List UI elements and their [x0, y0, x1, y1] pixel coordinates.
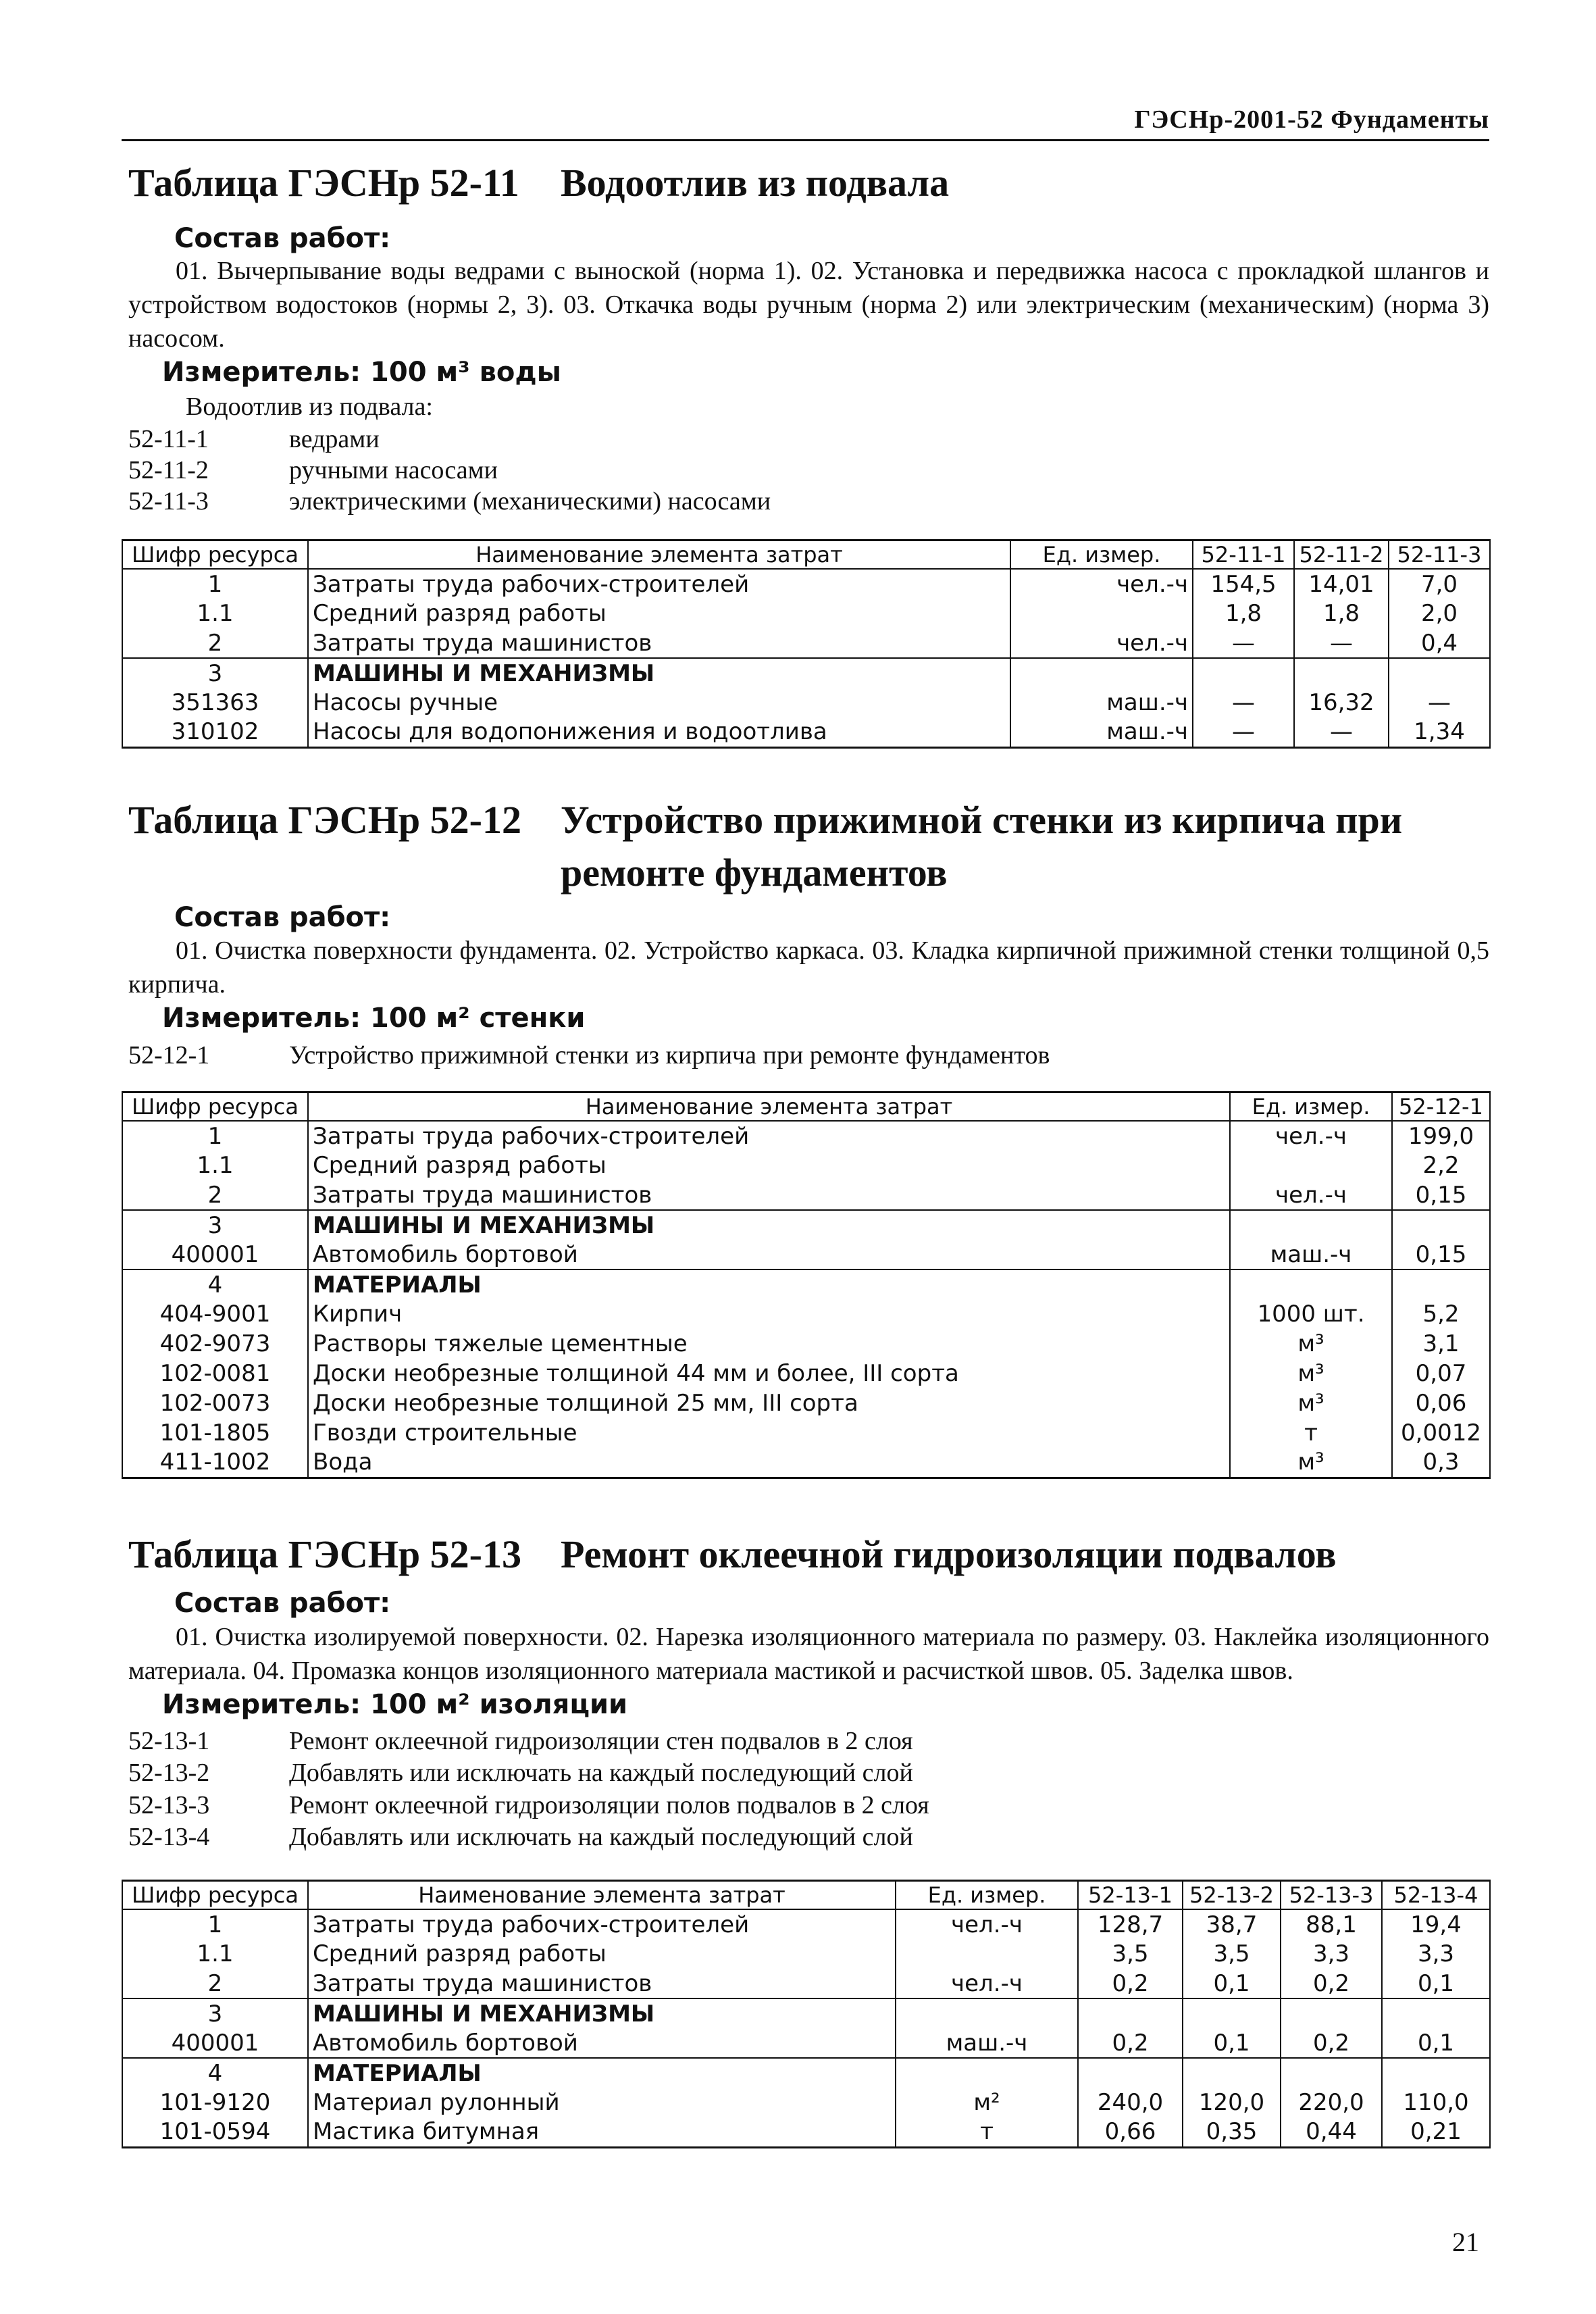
col-header-cost-name: Наименование элемента затрат [308, 1092, 1230, 1122]
group-name: МАШИНЫ И МЕХАНИЗМЫ [308, 1210, 1230, 1240]
norm-value: 0,2 [1078, 2028, 1183, 2058]
variant-52-13-2 [128, 1758, 913, 1788]
norm-value [1078, 1998, 1183, 2028]
norm-value: 0,1 [1183, 2028, 1281, 2058]
cost-name: Вода [308, 1448, 1230, 1478]
table-name: Водоотлив из подвала [561, 161, 950, 205]
resource-code: 102-0073 [122, 1388, 308, 1418]
cost-name: Затраты труда машинистов [308, 1180, 1230, 1210]
table-row [122, 1969, 1490, 1998]
unit: чел.-ч [896, 1969, 1078, 1998]
col-header-cost-name: Наименование элемента затрат [308, 1881, 896, 1910]
cost-name: Средний разряд работы [308, 1939, 896, 1969]
norm-value: 2,0 [1389, 599, 1490, 628]
variant-code: 52-13-4 [128, 1823, 210, 1851]
table-header-row [122, 540, 1490, 570]
norm-value: — [1294, 718, 1389, 747]
resource-code: 3 [122, 1210, 308, 1240]
norm-value: 0,3 [1392, 1448, 1490, 1478]
col-header-resource-code: Шифр ресурса [122, 1092, 308, 1122]
norm-value [1281, 1998, 1382, 2028]
norm-value: — [1294, 628, 1389, 658]
cost-name: Затраты труда рабочих-строителей [308, 569, 1010, 599]
unit: маш.-ч [1010, 688, 1193, 718]
variant-text: ручными насосами [289, 456, 498, 484]
resource-code: 1 [122, 1909, 308, 1939]
norm-value: 0,4 [1389, 628, 1490, 658]
meter-label: Измеритель: 100 м³ воды [162, 357, 561, 388]
norm-value: 1,8 [1294, 599, 1389, 628]
variants-intro: Водоотлив из подвала: [186, 393, 433, 421]
resource-table-52-12 [122, 1091, 1491, 1479]
variant-code: 52-11-3 [128, 487, 209, 515]
table-row [122, 1359, 1490, 1388]
table-row [122, 569, 1490, 599]
page-number: 21 [1452, 2227, 1479, 2257]
table-group-row [122, 1998, 1490, 2028]
norm-value [1183, 1998, 1281, 2028]
running-head: ГЭСНр-2001-52 Фундаменты [1134, 105, 1489, 134]
table-row [122, 628, 1490, 658]
norm-value: 0,1 [1382, 1969, 1490, 1998]
resource-code: 351363 [122, 688, 308, 718]
variant-52-13-3 [128, 1790, 929, 1820]
cost-name: Кирпич [308, 1299, 1230, 1329]
variant-52-13-1 [128, 1726, 913, 1756]
col-header-resource-code: Шифр ресурса [122, 540, 308, 570]
norm-value: 154,5 [1193, 569, 1294, 599]
norm-value: — [1193, 628, 1294, 658]
table-row [122, 718, 1490, 747]
col-header-norm: 52-11-2 [1294, 540, 1389, 570]
table-row [122, 599, 1490, 628]
variant-code: 52-11-2 [128, 456, 209, 484]
composition-label: Состав работ: [174, 902, 391, 933]
cost-name: Затраты труда машинистов [308, 1969, 896, 1998]
resource-code: 1.1 [122, 1151, 308, 1180]
table-row [122, 1151, 1490, 1180]
norm-value: 110,0 [1382, 2088, 1490, 2117]
norm-value: 0,0012 [1392, 1418, 1490, 1448]
table-row [122, 1329, 1490, 1359]
norm-value: 0,2 [1281, 2028, 1382, 2058]
table-row [122, 688, 1490, 718]
cost-name: Насосы для водопонижения и водоотлива [308, 718, 1010, 747]
norm-value: 2,2 [1392, 1151, 1490, 1180]
group-name: МАШИНЫ И МЕХАНИЗМЫ [308, 1998, 896, 2028]
unit [1230, 1269, 1392, 1299]
variant-52-12-1 [128, 1040, 1050, 1070]
resource-code: 102-0081 [122, 1359, 308, 1388]
col-header-unit: Ед. измер. [896, 1881, 1078, 1910]
cost-name: Средний разряд работы [308, 599, 1010, 628]
norm-value: 1,8 [1193, 599, 1294, 628]
resource-code: 2 [122, 628, 308, 658]
unit: чел.-ч [1010, 569, 1193, 599]
resource-code: 1 [122, 1121, 308, 1151]
resource-code: 4 [122, 1269, 308, 1299]
norm-value: 0,1 [1183, 1969, 1281, 1998]
norm-value: 0,1 [1382, 2028, 1490, 2058]
norm-value: 19,4 [1382, 1909, 1490, 1939]
norm-value: 0,66 [1078, 2117, 1183, 2147]
variant-code: 52-13-3 [128, 1791, 210, 1819]
unit: м³ [1230, 1448, 1392, 1478]
col-header-norm: 52-13-4 [1382, 1881, 1490, 1910]
unit: м² [896, 2088, 1078, 2117]
norm-value [1392, 1210, 1490, 1240]
resource-table-52-13 [122, 1880, 1491, 2148]
unit [1230, 1151, 1392, 1180]
table-row [122, 1240, 1490, 1269]
norm-value [1382, 1998, 1490, 2028]
unit: т [896, 2117, 1078, 2147]
norm-value: 0,21 [1382, 2117, 1490, 2147]
norm-value [1294, 658, 1389, 688]
table-code: Таблица ГЭСНр 52-11 [128, 161, 519, 205]
group-name: МАШИНЫ И МЕХАНИЗМЫ [308, 658, 1010, 688]
cost-name: Доски необрезные толщиной 25 мм, III сорта [308, 1388, 1230, 1418]
table-name: Ремонт оклеечной гидроизоляции подвалов [561, 1532, 1337, 1576]
col-header-norm: 52-13-2 [1183, 1881, 1281, 1910]
meter-label: Измеритель: 100 м² изоляции [162, 1689, 628, 1720]
resource-code: 402-9073 [122, 1329, 308, 1359]
norm-value: 3,5 [1078, 1939, 1183, 1969]
col-header-norm: 52-13-1 [1078, 1881, 1183, 1910]
col-header-unit: Ед. измер. [1230, 1092, 1392, 1122]
col-header-resource-code: Шифр ресурса [122, 1881, 308, 1910]
variant-code: 52-13-2 [128, 1759, 210, 1787]
table-row [122, 2028, 1490, 2058]
resource-code: 2 [122, 1180, 308, 1210]
variant-text: Добавлять или исключать на каждый последующий слой [289, 1823, 913, 1851]
table-header-row [122, 1881, 1490, 1910]
resource-code: 1.1 [122, 599, 308, 628]
cost-name: Автомобиль бортовой [308, 2028, 896, 2058]
variant-52-11-3 [128, 486, 771, 516]
variant-code: 52-13-1 [128, 1727, 210, 1755]
norm-value: 5,2 [1392, 1299, 1490, 1329]
table-code: Таблица ГЭСНр 52-13 [128, 1532, 521, 1576]
norm-value: 0,07 [1392, 1359, 1490, 1388]
variant-text: электрическими (механическими) насосами [289, 487, 771, 515]
variant-text: Ремонт оклеечной гидроизоляции стен подвалов в 2 слоя [289, 1727, 913, 1755]
resource-table-52-11 [122, 539, 1491, 749]
header-rule [122, 139, 1489, 141]
variant-52-11-2 [128, 455, 498, 485]
cost-name: Автомобиль бортовой [308, 1240, 1230, 1269]
table-row [122, 1909, 1490, 1939]
norm-value: 3,5 [1183, 1939, 1281, 1969]
resource-code: 310102 [122, 718, 308, 747]
cost-name: Затраты труда рабочих-строителей [308, 1121, 1230, 1151]
table-code: Таблица ГЭСНр 52-12 [128, 798, 521, 842]
variant-code: 52-12-1 [128, 1041, 210, 1070]
norm-value: 0,44 [1281, 2117, 1382, 2147]
cost-name: Затраты труда машинистов [308, 628, 1010, 658]
norm-value: 0,15 [1392, 1180, 1490, 1210]
unit: чел.-ч [896, 1909, 1078, 1939]
table-row [122, 1448, 1490, 1478]
resource-code: 400001 [122, 1240, 308, 1269]
unit: т [1230, 1418, 1392, 1448]
composition-text: 01. Очистка изолируемой поверхности. 02. Нарезка изоляционного материала по размеру. 03. Наклейка изоляционного материала. 04. Промазка концов изоляционного материала мастикой и расчисткой швов. 05. Заделка швов. [128, 1623, 1489, 1685]
composition-label: Состав работ: [174, 223, 391, 254]
table-header-row [122, 1092, 1490, 1122]
norm-value: — [1193, 688, 1294, 718]
norm-value [1392, 1269, 1490, 1299]
norm-value: 3,1 [1392, 1329, 1490, 1359]
table-row [122, 1418, 1490, 1448]
group-name: МАТЕРИАЛЫ [308, 2058, 896, 2088]
table-52-12-title [128, 794, 1472, 899]
cost-name: Гвозди строительные [308, 1418, 1230, 1448]
col-header-norm: 52-13-3 [1281, 1881, 1382, 1910]
resource-code: 400001 [122, 2028, 308, 2058]
table-row [122, 2117, 1490, 2147]
norm-value: 14,01 [1294, 569, 1389, 599]
cost-name: Материал рулонный [308, 2088, 896, 2117]
norm-value: 3,3 [1382, 1939, 1490, 1969]
col-header-norm: 52-11-1 [1193, 540, 1294, 570]
table-row [122, 1180, 1490, 1210]
cost-name: Растворы тяжелые цементные [308, 1329, 1230, 1359]
table-row [122, 2088, 1490, 2117]
variant-code: 52-11-1 [128, 425, 209, 453]
unit: чел.-ч [1010, 628, 1193, 658]
resource-code: 404-9001 [122, 1299, 308, 1329]
cost-name: Мастика битумная [308, 2117, 896, 2147]
resource-code: 4 [122, 2058, 308, 2088]
cost-name: Затраты труда рабочих-строителей [308, 1909, 896, 1939]
norm-value: 0,06 [1392, 1388, 1490, 1418]
table-group-row [122, 658, 1490, 688]
table-group-row [122, 1269, 1490, 1299]
table-52-11-title [128, 157, 1472, 209]
variant-text: Устройство прижимной стенки из кирпича при ремонте фундаментов [289, 1041, 1050, 1070]
norm-value: 16,32 [1294, 688, 1389, 718]
unit: м³ [1230, 1329, 1392, 1359]
col-header-norm: 52-12-1 [1392, 1092, 1490, 1122]
table-row [122, 1299, 1490, 1329]
composition-text: 01. Очистка поверхности фундамента. 02. Устройство каркаса. 03. Кладка кирпичной прижимной стенки толщиной 0,5 кирпича. [128, 936, 1489, 999]
table-row [122, 1939, 1490, 1969]
norm-value: 0,2 [1281, 1969, 1382, 1998]
resource-code: 411-1002 [122, 1448, 308, 1478]
variant-52-13-4 [128, 1822, 913, 1852]
unit [1010, 658, 1193, 688]
unit: 1000 шт. [1230, 1299, 1392, 1329]
norm-value: 3,3 [1281, 1939, 1382, 1969]
norm-value: 88,1 [1281, 1909, 1382, 1939]
variant-text: ведрами [289, 425, 380, 453]
table-name: Устройство прижимной стенки из кирпича при ремонте фундаментов [561, 798, 1403, 895]
resource-code: 101-0594 [122, 2117, 308, 2147]
resource-code: 1 [122, 569, 308, 599]
norm-value: 128,7 [1078, 1909, 1183, 1939]
unit [896, 1998, 1078, 2028]
norm-value [1078, 2058, 1183, 2088]
unit [1230, 1210, 1392, 1240]
cost-name: Насосы ручные [308, 688, 1010, 718]
resource-code: 2 [122, 1969, 308, 1998]
norm-value: 0,2 [1078, 1969, 1183, 1998]
unit [1010, 599, 1193, 628]
unit [896, 1939, 1078, 1969]
norm-value [1183, 2058, 1281, 2088]
cost-name: Средний разряд работы [308, 1151, 1230, 1180]
unit: маш.-ч [1230, 1240, 1392, 1269]
col-header-cost-name: Наименование элемента затрат [308, 540, 1010, 570]
unit: м³ [1230, 1359, 1392, 1388]
resource-code: 3 [122, 1998, 308, 2028]
norm-value: 7,0 [1389, 569, 1490, 599]
group-name: МАТЕРИАЛЫ [308, 1269, 1230, 1299]
col-header-norm: 52-11-3 [1389, 540, 1490, 570]
norm-value [1382, 2058, 1490, 2088]
variant-52-11-1 [128, 424, 380, 454]
norm-value [1281, 2058, 1382, 2088]
composition-text: 01. Вычерпывание воды ведрами с выноской (норма 1). 02. Установка и передвижка насоса с прокладкой шлангов и устройством водостоков (нормы 2, 3). 03. Откачка воды ручным (норма 2) или электрическим (механическим) (норма 3) насосом. [128, 257, 1489, 353]
norm-value: — [1193, 718, 1294, 747]
unit: маш.-ч [1010, 718, 1193, 747]
variant-text: Ремонт оклеечной гидроизоляции полов подвалов в 2 слоя [289, 1791, 929, 1819]
resource-code: 101-1805 [122, 1418, 308, 1448]
table-group-row [122, 1210, 1490, 1240]
norm-value: 38,7 [1183, 1909, 1281, 1939]
resource-code: 1.1 [122, 1939, 308, 1969]
variant-text: Добавлять или исключать на каждый последующий слой [289, 1759, 913, 1787]
norm-value [1193, 658, 1294, 688]
norm-value: 1,34 [1389, 718, 1490, 747]
table-row [122, 1121, 1490, 1151]
cost-name: Доски необрезные толщиной 44 мм и более, III сорта [308, 1359, 1230, 1388]
norm-value [1389, 658, 1490, 688]
norm-value: 120,0 [1183, 2088, 1281, 2117]
unit: маш.-ч [896, 2028, 1078, 2058]
table-group-row [122, 2058, 1490, 2088]
resource-code: 101-9120 [122, 2088, 308, 2117]
col-header-unit: Ед. измер. [1010, 540, 1193, 570]
norm-value: 0,35 [1183, 2117, 1281, 2147]
unit [896, 2058, 1078, 2088]
unit: чел.-ч [1230, 1121, 1392, 1151]
norm-value: — [1389, 688, 1490, 718]
meter-label: Измеритель: 100 м² стенки [162, 1003, 586, 1034]
norm-value: 199,0 [1392, 1121, 1490, 1151]
unit: чел.-ч [1230, 1180, 1392, 1210]
norm-value: 0,15 [1392, 1240, 1490, 1269]
norm-value: 220,0 [1281, 2088, 1382, 2117]
norm-value: 240,0 [1078, 2088, 1183, 2117]
table-52-13-title [128, 1528, 1472, 1581]
composition-label: Состав работ: [174, 1588, 391, 1619]
table-row [122, 1388, 1490, 1418]
resource-code: 3 [122, 658, 308, 688]
unit: м³ [1230, 1388, 1392, 1418]
